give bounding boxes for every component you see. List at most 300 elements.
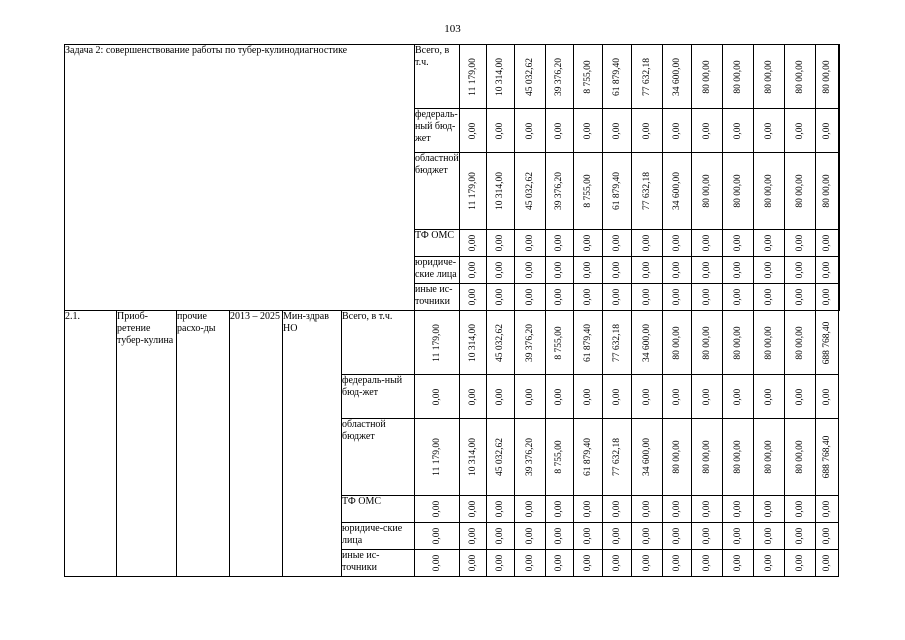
amount-cell <box>459 496 486 523</box>
amount-cell <box>662 550 691 577</box>
amount-value: 0,00 <box>554 261 565 279</box>
amount-cell <box>514 523 545 550</box>
amount-cell <box>722 284 753 311</box>
amount-value: 80 00,00 <box>701 325 712 360</box>
amount-value: 0,00 <box>467 554 478 572</box>
amount-value: 0,00 <box>763 500 774 518</box>
amount-cell <box>602 523 631 550</box>
amount-value: 77 632,18 <box>641 57 652 96</box>
amount-value: 0,00 <box>431 500 442 518</box>
amount-value: 0,00 <box>582 122 593 139</box>
amount-value <box>838 122 839 139</box>
amount-cell <box>662 153 691 230</box>
amount-value: 0,00 <box>641 288 652 306</box>
amount-cell <box>486 284 514 311</box>
amount-cell <box>753 257 784 284</box>
amount-cell <box>815 419 838 496</box>
amount-cell <box>415 496 460 523</box>
amount-cell <box>691 257 722 284</box>
amount-value: 0,00 <box>554 388 565 405</box>
amount-cell <box>784 284 815 311</box>
amount-value: 45 032,62 <box>524 172 535 210</box>
amount-value: 80 00,00 <box>732 59 743 94</box>
amount-value: 80 00,00 <box>732 440 743 474</box>
amount-cell <box>631 257 662 284</box>
amount-cell <box>815 284 838 311</box>
amount-value: 0,00 <box>671 288 682 306</box>
amount-cell <box>691 45 722 109</box>
amount-cell <box>545 419 573 496</box>
amount-cell <box>753 109 784 153</box>
amount-value: 11 179,00 <box>467 172 478 210</box>
amount-value: 0,00 <box>467 388 478 405</box>
amount-value: 0,00 <box>732 554 743 572</box>
amount-cell <box>459 550 486 577</box>
amount-value: 0,00 <box>554 234 565 252</box>
amount-cell <box>545 311 573 375</box>
amount-cell <box>602 45 631 109</box>
amount-value: 39 376,20 <box>554 172 565 210</box>
amount-value: 61 879,40 <box>582 438 593 476</box>
amount-value: 10 314,00 <box>495 172 506 210</box>
amount-value: 0,00 <box>582 500 593 518</box>
amount-value: 80 00,00 <box>671 440 682 474</box>
amount-value: 0,00 <box>524 234 535 252</box>
amount-value: 0,00 <box>554 122 565 139</box>
amount-cell <box>573 550 602 577</box>
amount-value: 0,00 <box>641 261 652 279</box>
amount-cell <box>573 153 602 230</box>
amount-cell <box>602 311 631 375</box>
amount-cell <box>815 45 838 109</box>
amount-cell <box>486 523 514 550</box>
amount-cell <box>784 496 815 523</box>
task-total-row <box>65 45 840 109</box>
amount-cell <box>691 375 722 419</box>
amount-value: 0,00 <box>495 388 506 405</box>
amount-value: 0,00 <box>732 527 743 545</box>
amount-cell <box>602 550 631 577</box>
amount-cell <box>459 311 486 375</box>
amount-cell <box>722 496 753 523</box>
funding-source-label: областной бюджет <box>342 419 415 496</box>
amount-value: 0,00 <box>763 234 774 252</box>
amount-value: 0,00 <box>554 527 565 545</box>
amount-cell <box>784 311 815 375</box>
amount-cell <box>459 257 486 284</box>
amount-cell <box>545 153 573 230</box>
amount-cell <box>662 257 691 284</box>
amount-value: 0,00 <box>611 288 622 306</box>
amount-cell <box>691 109 722 153</box>
amount-cell <box>415 550 460 577</box>
funding-source-label: юридиче-ские лица <box>342 523 415 550</box>
amount-cell <box>838 230 839 257</box>
amount-value: 39 376,20 <box>524 438 535 476</box>
amount-cell <box>573 284 602 311</box>
amount-cell <box>691 550 722 577</box>
amount-cell <box>573 45 602 109</box>
amount-cell <box>602 375 631 419</box>
amount-value: 0,00 <box>611 261 622 279</box>
amount-value: 0,00 <box>763 288 774 306</box>
amount-value: 80 00,00 <box>763 325 774 360</box>
amount-cell <box>459 419 486 496</box>
amount-value: 80 00,00 <box>763 174 774 208</box>
amount-cell <box>815 230 838 257</box>
amount-value: 77 632,18 <box>611 323 622 362</box>
amount-cell <box>662 419 691 496</box>
amount-value: 80 00,00 <box>671 325 682 360</box>
amount-cell <box>514 550 545 577</box>
amount-cell <box>662 311 691 375</box>
amount-value: 0,00 <box>611 122 622 139</box>
amount-cell <box>514 375 545 419</box>
amount-cell <box>722 375 753 419</box>
amount-value: 39 376,20 <box>524 323 535 362</box>
amount-value: 0,00 <box>524 500 535 518</box>
amount-cell <box>631 230 662 257</box>
amount-value: 0,00 <box>763 261 774 279</box>
amount-value: 0,00 <box>524 554 535 572</box>
amount-value: 0,00 <box>467 122 478 139</box>
amount-value: 0,00 <box>732 234 743 252</box>
amount-cell <box>784 419 815 496</box>
amount-value: 0,00 <box>495 500 506 518</box>
amount-cell <box>459 523 486 550</box>
amount-value: 80 00,00 <box>732 174 743 208</box>
amount-cell <box>631 284 662 311</box>
amount-cell <box>722 523 753 550</box>
amount-value: 45 032,62 <box>495 438 506 476</box>
amount-cell <box>662 45 691 109</box>
amount-value: 0,00 <box>821 288 832 306</box>
amount-value: 0,00 <box>467 261 478 279</box>
amount-value: 0,00 <box>611 500 622 518</box>
amount-cell <box>722 230 753 257</box>
amount-cell <box>784 257 815 284</box>
amount-cell <box>838 153 839 230</box>
amount-value: 0,00 <box>611 554 622 572</box>
amount-value: 80 00,00 <box>821 59 832 94</box>
amount-cell <box>815 153 838 230</box>
amount-cell <box>486 550 514 577</box>
amount-cell <box>573 311 602 375</box>
amount-cell <box>631 496 662 523</box>
amount-value: 0,00 <box>641 527 652 545</box>
funding-source-label: юридиче-ские лица <box>415 257 460 284</box>
amount-cell <box>486 230 514 257</box>
amount-value: 61 879,40 <box>611 57 622 96</box>
item-number: 2.1. <box>65 311 117 577</box>
amount-value: 0,00 <box>467 527 478 545</box>
amount-cell <box>838 109 839 153</box>
funding-source-label: иные ис-точники <box>415 284 460 311</box>
amount-value: 0,00 <box>431 554 442 572</box>
amount-value: 0,00 <box>467 288 478 306</box>
amount-cell <box>631 419 662 496</box>
amount-value: 80 00,00 <box>701 174 712 208</box>
amount-value: 0,00 <box>641 234 652 252</box>
amount-value: 80 00,00 <box>763 440 774 474</box>
amount-cell <box>514 230 545 257</box>
amount-cell <box>691 153 722 230</box>
amount-value: 0,00 <box>671 234 682 252</box>
amount-value: 0,00 <box>701 122 712 139</box>
amount-cell <box>545 523 573 550</box>
amount-value: 0,00 <box>763 527 774 545</box>
amount-value: 0,00 <box>794 122 805 139</box>
amount-cell <box>815 257 838 284</box>
amount-value: 0,00 <box>732 261 743 279</box>
amount-cell <box>631 311 662 375</box>
amount-cell <box>753 550 784 577</box>
amount-cell <box>784 523 815 550</box>
amount-cell <box>722 45 753 109</box>
amount-value: 0,00 <box>671 261 682 279</box>
amount-value: 0,00 <box>495 261 506 279</box>
amount-value: 11 179,00 <box>431 438 442 476</box>
amount-cell <box>815 375 838 419</box>
funding-source-label: ТФ ОМС <box>342 496 415 523</box>
amount-value: 0,00 <box>732 500 743 518</box>
amount-cell <box>415 419 460 496</box>
amount-cell <box>573 230 602 257</box>
amount-cell <box>753 284 784 311</box>
amount-value: 0,00 <box>524 261 535 279</box>
funding-source-label: Всего, в т.ч. <box>415 45 460 109</box>
amount-cell <box>815 523 838 550</box>
amount-value: 8 755,00 <box>582 59 593 94</box>
amount-cell <box>545 257 573 284</box>
amount-cell <box>722 419 753 496</box>
amount-value: 0,00 <box>732 388 743 405</box>
amount-value <box>838 235 839 252</box>
amount-value: 688 768,40 <box>821 321 832 364</box>
amount-value <box>838 262 839 279</box>
amount-value: 0,00 <box>554 500 565 518</box>
amount-value: 0,00 <box>794 261 805 279</box>
amount-value: 80 00,00 <box>732 325 743 360</box>
amount-value: 0,00 <box>671 554 682 572</box>
amount-cell <box>662 230 691 257</box>
amount-value: 0,00 <box>671 527 682 545</box>
amount-cell <box>753 496 784 523</box>
amount-value: 8 755,00 <box>554 440 565 474</box>
amount-cell <box>602 230 631 257</box>
amount-cell <box>631 109 662 153</box>
amount-value: 10 314,00 <box>467 438 478 476</box>
amount-cell <box>691 311 722 375</box>
amount-value: 0,00 <box>821 388 832 405</box>
amount-value: 0,00 <box>582 234 593 252</box>
amount-cell <box>753 45 784 109</box>
amount-cell <box>486 109 514 153</box>
amount-cell <box>602 153 631 230</box>
amount-value: 0,00 <box>821 261 832 279</box>
amount-cell <box>691 523 722 550</box>
amount-cell <box>602 109 631 153</box>
amount-cell <box>662 284 691 311</box>
amount-value: 0,00 <box>495 122 506 139</box>
amount-cell <box>545 550 573 577</box>
amount-value: 0,00 <box>671 388 682 405</box>
amount-cell <box>486 311 514 375</box>
amount-value: 0,00 <box>467 234 478 252</box>
amount-cell <box>722 109 753 153</box>
amount-value: 10 314,00 <box>467 323 478 362</box>
amount-value: 0,00 <box>431 388 442 405</box>
amount-cell <box>784 45 815 109</box>
amount-cell <box>784 375 815 419</box>
amount-value: 0,00 <box>821 122 832 139</box>
funding-source-label: иные ис-точники <box>342 550 415 577</box>
amount-cell <box>459 230 486 257</box>
amount-value: 0,00 <box>611 234 622 252</box>
amount-value: 0,00 <box>495 234 506 252</box>
amount-cell <box>753 311 784 375</box>
amount-value: 80 00,00 <box>763 59 774 94</box>
amount-value: 34 600,00 <box>671 57 682 96</box>
amount-cell <box>753 419 784 496</box>
amount-value: 0,00 <box>467 500 478 518</box>
amount-cell <box>631 153 662 230</box>
amount-cell <box>631 375 662 419</box>
budget-table <box>64 44 840 577</box>
amount-cell <box>459 45 486 109</box>
amount-value: 0,00 <box>582 261 593 279</box>
amount-value: 0,00 <box>495 527 506 545</box>
amount-cell <box>415 311 460 375</box>
amount-cell <box>662 496 691 523</box>
amount-value: 77 632,18 <box>641 172 652 210</box>
amount-value: 0,00 <box>524 288 535 306</box>
amount-value: 77 632,18 <box>611 438 622 476</box>
amount-cell <box>514 109 545 153</box>
amount-cell <box>486 153 514 230</box>
amount-value: 0,00 <box>794 554 805 572</box>
amount-value: 0,00 <box>732 288 743 306</box>
amount-value <box>838 55 839 98</box>
amount-value: 0,00 <box>701 288 712 306</box>
amount-cell <box>838 257 839 284</box>
amount-value: 0,00 <box>701 388 712 405</box>
amount-cell <box>815 109 838 153</box>
amount-value: 11 179,00 <box>467 57 478 96</box>
amount-value: 0,00 <box>495 288 506 306</box>
amount-cell <box>573 496 602 523</box>
amount-value: 0,00 <box>701 500 712 518</box>
amount-cell <box>514 419 545 496</box>
amount-cell <box>784 550 815 577</box>
amount-value: 0,00 <box>641 500 652 518</box>
amount-value: 0,00 <box>821 234 832 252</box>
amount-cell <box>545 45 573 109</box>
amount-value: 0,00 <box>524 527 535 545</box>
amount-value: 0,00 <box>821 554 832 572</box>
amount-cell <box>602 419 631 496</box>
amount-cell <box>815 311 838 375</box>
amount-value: 0,00 <box>524 122 535 139</box>
amount-value: 0,00 <box>821 527 832 545</box>
amount-cell <box>691 419 722 496</box>
amount-cell <box>486 496 514 523</box>
amount-cell <box>662 375 691 419</box>
amount-cell <box>545 284 573 311</box>
amount-cell <box>514 257 545 284</box>
amount-cell <box>838 45 839 109</box>
amount-cell <box>784 109 815 153</box>
amount-value: 80 00,00 <box>794 440 805 474</box>
amount-value <box>838 289 839 306</box>
amount-value: 0,00 <box>794 500 805 518</box>
amount-cell <box>662 523 691 550</box>
amount-value: 0,00 <box>794 234 805 252</box>
amount-cell <box>722 311 753 375</box>
amount-value: 80 00,00 <box>821 174 832 208</box>
amount-cell <box>602 257 631 284</box>
amount-cell <box>784 230 815 257</box>
amount-cell <box>722 550 753 577</box>
page-number: 103 <box>444 23 461 35</box>
amount-value: 80 00,00 <box>794 325 805 360</box>
amount-value: 0,00 <box>582 388 593 405</box>
amount-value: 0,00 <box>554 288 565 306</box>
amount-cell <box>753 523 784 550</box>
amount-cell <box>573 419 602 496</box>
amount-value: 0,00 <box>641 388 652 405</box>
amount-cell <box>573 257 602 284</box>
amount-value: 0,00 <box>763 122 774 139</box>
amount-value: 0,00 <box>641 554 652 572</box>
amount-cell <box>662 109 691 153</box>
amount-value <box>838 170 839 213</box>
amount-value: 0,00 <box>671 122 682 139</box>
funding-source-label: федераль-ный бюд-жет <box>415 109 460 153</box>
amount-value: 0,00 <box>701 554 712 572</box>
amount-value: 0,00 <box>582 288 593 306</box>
amount-cell <box>459 375 486 419</box>
amount-value: 688 768,40 <box>821 435 832 479</box>
task-title: Задача 2: совершенствование работы по тубер-кулинодиагностике <box>65 45 415 311</box>
item-period: 2013 – 2025 <box>230 311 283 577</box>
amount-value: 0,00 <box>701 261 712 279</box>
amount-value: 45 032,62 <box>524 57 535 96</box>
amount-value: 80 00,00 <box>701 440 712 474</box>
amount-cell <box>573 375 602 419</box>
amount-cell <box>691 496 722 523</box>
amount-value: 0,00 <box>431 527 442 545</box>
amount-value: 0,00 <box>701 527 712 545</box>
amount-value: 10 314,00 <box>495 57 506 96</box>
amount-cell <box>631 45 662 109</box>
amount-cell <box>545 230 573 257</box>
amount-cell <box>514 311 545 375</box>
amount-value: 0,00 <box>671 500 682 518</box>
amount-cell <box>691 230 722 257</box>
amount-value: 0,00 <box>611 527 622 545</box>
amount-value: 8 755,00 <box>582 174 593 208</box>
amount-value: 0,00 <box>701 234 712 252</box>
amount-value: 61 879,40 <box>582 323 593 362</box>
amount-cell <box>602 284 631 311</box>
funding-source-label: ТФ ОМС <box>415 230 460 257</box>
amount-cell <box>486 45 514 109</box>
amount-cell <box>415 375 460 419</box>
amount-value: 0,00 <box>763 554 774 572</box>
amount-value: 0,00 <box>524 388 535 405</box>
funding-source-label: областной бюджет <box>415 153 460 230</box>
